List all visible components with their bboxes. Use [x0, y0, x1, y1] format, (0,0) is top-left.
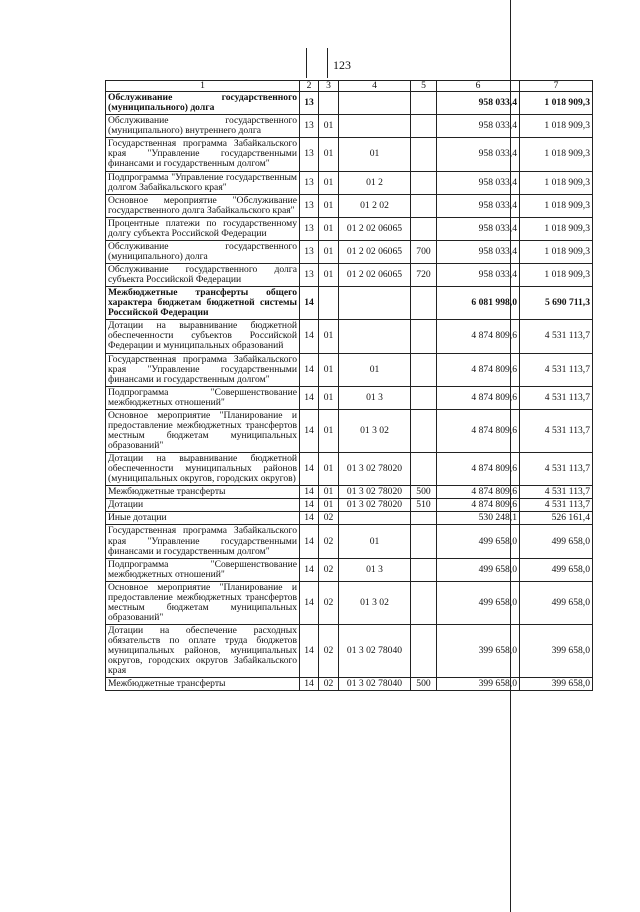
row-pr: 01 [319, 240, 339, 263]
table-row [106, 353, 593, 386]
row-amount-year2: 499 658,0 [520, 558, 593, 581]
row-gr: 13 [300, 92, 319, 115]
row-gr: 14 [300, 453, 319, 486]
header-col-2: 2 [300, 81, 319, 92]
row-amount-year1: 499 658,0 [437, 558, 520, 581]
row-name: Межбюджетные трансферты общего характера бюджетам бюджетной системы Российской Федерации [106, 287, 300, 320]
row-amount-year1: 958 033,4 [437, 171, 520, 194]
row-vr [411, 194, 437, 217]
row-pr: 02 [319, 512, 339, 525]
row-name: Межбюджетные трансферты [106, 486, 300, 499]
row-amount-year2: 4 531 113,7 [520, 453, 593, 486]
row-csr: 01 3 02 78040 [339, 625, 411, 678]
row-amount-year1: 499 658,0 [437, 581, 520, 624]
row-name: Иные дотации [106, 512, 300, 525]
table-row [106, 138, 593, 171]
row-amount-year1: 4 874 809,6 [437, 409, 520, 452]
row-amount-year1: 4 874 809,6 [437, 453, 520, 486]
row-csr: 01 2 02 06065 [339, 217, 411, 240]
row-amount-year1: 958 033,4 [437, 138, 520, 171]
row-pr: 02 [319, 558, 339, 581]
row-amount-year2: 4 531 113,7 [520, 486, 593, 499]
table-row [106, 115, 593, 138]
row-pr: 02 [319, 525, 339, 558]
row-pr: 01 [319, 171, 339, 194]
scan-line-header-right [327, 48, 328, 78]
row-gr: 14 [300, 525, 319, 558]
row-amount-year1: 499 658,0 [437, 525, 520, 558]
row-gr: 14 [300, 625, 319, 678]
row-pr: 02 [319, 581, 339, 624]
row-gr: 13 [300, 217, 319, 240]
row-gr: 14 [300, 678, 319, 691]
row-csr: 01 3 [339, 386, 411, 409]
row-name: Основное мероприятие "Планирование и предоставление межбюджетных трансфертов местным бюджетам муниципальных образований" [106, 581, 300, 624]
budget-table [105, 80, 593, 691]
row-vr [411, 386, 437, 409]
row-vr: 700 [411, 240, 437, 263]
row-vr: 500 [411, 486, 437, 499]
row-vr [411, 320, 437, 353]
row-name: Процентные платежи по государственному долгу субъекта Российской Федерации [106, 217, 300, 240]
row-name: Обслуживание государственного (муниципального) долга [106, 92, 300, 115]
row-pr: 01 [319, 115, 339, 138]
table-row [106, 499, 593, 512]
row-pr: 02 [319, 678, 339, 691]
row-csr: 01 2 02 [339, 194, 411, 217]
row-csr: 01 [339, 138, 411, 171]
row-gr: 14 [300, 386, 319, 409]
row-gr: 14 [300, 287, 319, 320]
row-amount-year1: 4 874 809,6 [437, 499, 520, 512]
row-amount-year2: 499 658,0 [520, 525, 593, 558]
row-gr: 13 [300, 138, 319, 171]
row-amount-year1: 958 033,4 [437, 92, 520, 115]
row-name: Обслуживание государственного долга субъекта Российской Федерации [106, 264, 300, 287]
row-amount-year2: 1 018 909,3 [520, 92, 593, 115]
page-number: 123 [333, 58, 351, 72]
row-csr [339, 320, 411, 353]
row-vr [411, 287, 437, 320]
row-csr [339, 92, 411, 115]
row-csr: 01 3 02 [339, 581, 411, 624]
row-pr: 02 [319, 625, 339, 678]
row-amount-year1: 958 033,4 [437, 217, 520, 240]
row-amount-year2: 1 018 909,3 [520, 264, 593, 287]
table-row [106, 386, 593, 409]
table-body [106, 92, 593, 691]
table-row [106, 264, 593, 287]
row-vr [411, 92, 437, 115]
header-col-1: 1 [106, 81, 300, 92]
row-csr: 01 2 02 06065 [339, 240, 411, 263]
row-pr: 01 [319, 353, 339, 386]
row-pr: 01 [319, 386, 339, 409]
row-csr: 01 3 02 78040 [339, 678, 411, 691]
row-amount-year2: 499 658,0 [520, 581, 593, 624]
table-row [106, 287, 593, 320]
row-csr: 01 2 [339, 171, 411, 194]
row-pr: 01 [319, 486, 339, 499]
row-vr: 510 [411, 499, 437, 512]
table-row [106, 171, 593, 194]
row-pr: 01 [319, 217, 339, 240]
row-gr: 14 [300, 499, 319, 512]
table-row [106, 678, 593, 691]
row-vr: 500 [411, 678, 437, 691]
row-vr: 720 [411, 264, 437, 287]
row-amount-year1: 4 874 809,6 [437, 386, 520, 409]
table-row [106, 625, 593, 678]
row-name: Межбюджетные трансферты [106, 678, 300, 691]
row-name: Дотации на обеспечение расходных обязательств по оплате труда бюджетов муниципальных районов, муниципальных округов, городских округов Забайкальского края [106, 625, 300, 678]
table-row [106, 486, 593, 499]
row-csr: 01 3 02 78020 [339, 453, 411, 486]
row-pr: 01 [319, 453, 339, 486]
row-name: Государственная программа Забайкальского края "Управление государственными финансами и государственным долгом" [106, 353, 300, 386]
row-amount-year1: 958 033,4 [437, 240, 520, 263]
row-csr: 01 3 02 78020 [339, 499, 411, 512]
table-row [106, 525, 593, 558]
row-amount-year2: 4 531 113,7 [520, 353, 593, 386]
row-csr [339, 115, 411, 138]
row-gr: 14 [300, 512, 319, 525]
header-col-4: 4 [339, 81, 411, 92]
table-row [106, 512, 593, 525]
table-row [106, 453, 593, 486]
table-row [106, 581, 593, 624]
row-amount-year1: 4 874 809,6 [437, 486, 520, 499]
table-row [106, 92, 593, 115]
row-csr: 01 3 [339, 558, 411, 581]
row-gr: 14 [300, 486, 319, 499]
table-row [106, 320, 593, 353]
row-name: Государственная программа Забайкальского края "Управление государственными финансами и государственным долгом" [106, 138, 300, 171]
row-vr [411, 625, 437, 678]
row-amount-year2: 1 018 909,3 [520, 240, 593, 263]
row-amount-year2: 399 658,0 [520, 625, 593, 678]
row-pr [319, 287, 339, 320]
row-amount-year1: 399 658,0 [437, 678, 520, 691]
row-amount-year1: 4 874 809,6 [437, 320, 520, 353]
row-amount-year1: 6 081 998,0 [437, 287, 520, 320]
row-csr: 01 [339, 353, 411, 386]
row-amount-year1: 958 033,4 [437, 115, 520, 138]
row-gr: 13 [300, 115, 319, 138]
row-gr: 14 [300, 558, 319, 581]
row-gr: 13 [300, 240, 319, 263]
row-pr: 01 [319, 499, 339, 512]
row-vr [411, 138, 437, 171]
row-vr [411, 581, 437, 624]
row-name: Основное мероприятие "Обслуживание государственного долга Забайкальского края" [106, 194, 300, 217]
table-row [106, 194, 593, 217]
header-col-6: 6 [437, 81, 520, 92]
row-pr: 01 [319, 264, 339, 287]
row-name: Подпрограмма "Совершенствование межбюджетных отношений" [106, 558, 300, 581]
row-csr: 01 3 02 78020 [339, 486, 411, 499]
header-col-7: 7 [520, 81, 593, 92]
row-vr [411, 353, 437, 386]
row-vr [411, 171, 437, 194]
row-gr: 13 [300, 194, 319, 217]
header-col-3: 3 [319, 81, 339, 92]
row-gr: 13 [300, 264, 319, 287]
row-amount-year2: 1 018 909,3 [520, 138, 593, 171]
row-amount-year2: 1 018 909,3 [520, 171, 593, 194]
scan-line-header-left [306, 48, 307, 78]
row-amount-year1: 958 033,4 [437, 264, 520, 287]
row-amount-year2: 4 531 113,7 [520, 499, 593, 512]
row-amount-year2: 4 531 113,7 [520, 409, 593, 452]
row-vr [411, 115, 437, 138]
row-pr: 01 [319, 138, 339, 171]
row-amount-year2: 1 018 909,3 [520, 194, 593, 217]
header-col-5: 5 [411, 81, 437, 92]
row-name: Обслуживание государственного (муниципального) долга [106, 240, 300, 263]
row-pr: 01 [319, 409, 339, 452]
row-name: Подпрограмма "Совершенствование межбюджетных отношений" [106, 386, 300, 409]
row-csr [339, 287, 411, 320]
row-amount-year2: 526 161,4 [520, 512, 593, 525]
row-name: Дотации на выравнивание бюджетной обеспеченности муниципальных районов (муниципальных округов, городских округов) [106, 453, 300, 486]
row-name: Основное мероприятие "Планирование и предоставление межбюджетных трансфертов местным бюджетам муниципальных образований" [106, 409, 300, 452]
row-csr [339, 512, 411, 525]
row-amount-year2: 1 018 909,3 [520, 115, 593, 138]
row-amount-year1: 4 874 809,6 [437, 353, 520, 386]
row-name: Дотации [106, 499, 300, 512]
row-csr: 01 2 02 06065 [339, 264, 411, 287]
row-pr: 01 [319, 194, 339, 217]
row-pr: 01 [319, 320, 339, 353]
row-vr [411, 217, 437, 240]
row-name: Подпрограмма "Управление государственным долгом Забайкальского края" [106, 171, 300, 194]
row-amount-year2: 4 531 113,7 [520, 320, 593, 353]
row-amount-year1: 958 033,4 [437, 194, 520, 217]
row-amount-year2: 5 690 711,3 [520, 287, 593, 320]
row-name: Дотации на выравнивание бюджетной обеспеченности субъектов Российской Федерации и муниципальных образований [106, 320, 300, 353]
row-gr: 14 [300, 409, 319, 452]
row-vr [411, 512, 437, 525]
row-amount-year1: 530 248,1 [437, 512, 520, 525]
header-row [106, 81, 593, 92]
row-amount-year2: 1 018 909,3 [520, 217, 593, 240]
row-amount-year2: 399 658,0 [520, 678, 593, 691]
row-csr: 01 [339, 525, 411, 558]
row-gr: 14 [300, 353, 319, 386]
row-amount-year2: 4 531 113,7 [520, 386, 593, 409]
row-vr [411, 525, 437, 558]
row-gr: 14 [300, 320, 319, 353]
row-gr: 14 [300, 581, 319, 624]
table-row [106, 409, 593, 452]
row-gr: 13 [300, 171, 319, 194]
row-name: Государственная программа Забайкальского края "Управление государственными финансами и государственным долгом" [106, 525, 300, 558]
table-row [106, 240, 593, 263]
table-row [106, 217, 593, 240]
row-pr [319, 92, 339, 115]
row-vr [411, 558, 437, 581]
row-vr [411, 409, 437, 452]
row-name: Обслуживание государственного (муниципального) внутреннего долга [106, 115, 300, 138]
row-csr: 01 3 02 [339, 409, 411, 452]
row-amount-year1: 399 658,0 [437, 625, 520, 678]
table-row [106, 558, 593, 581]
row-vr [411, 453, 437, 486]
